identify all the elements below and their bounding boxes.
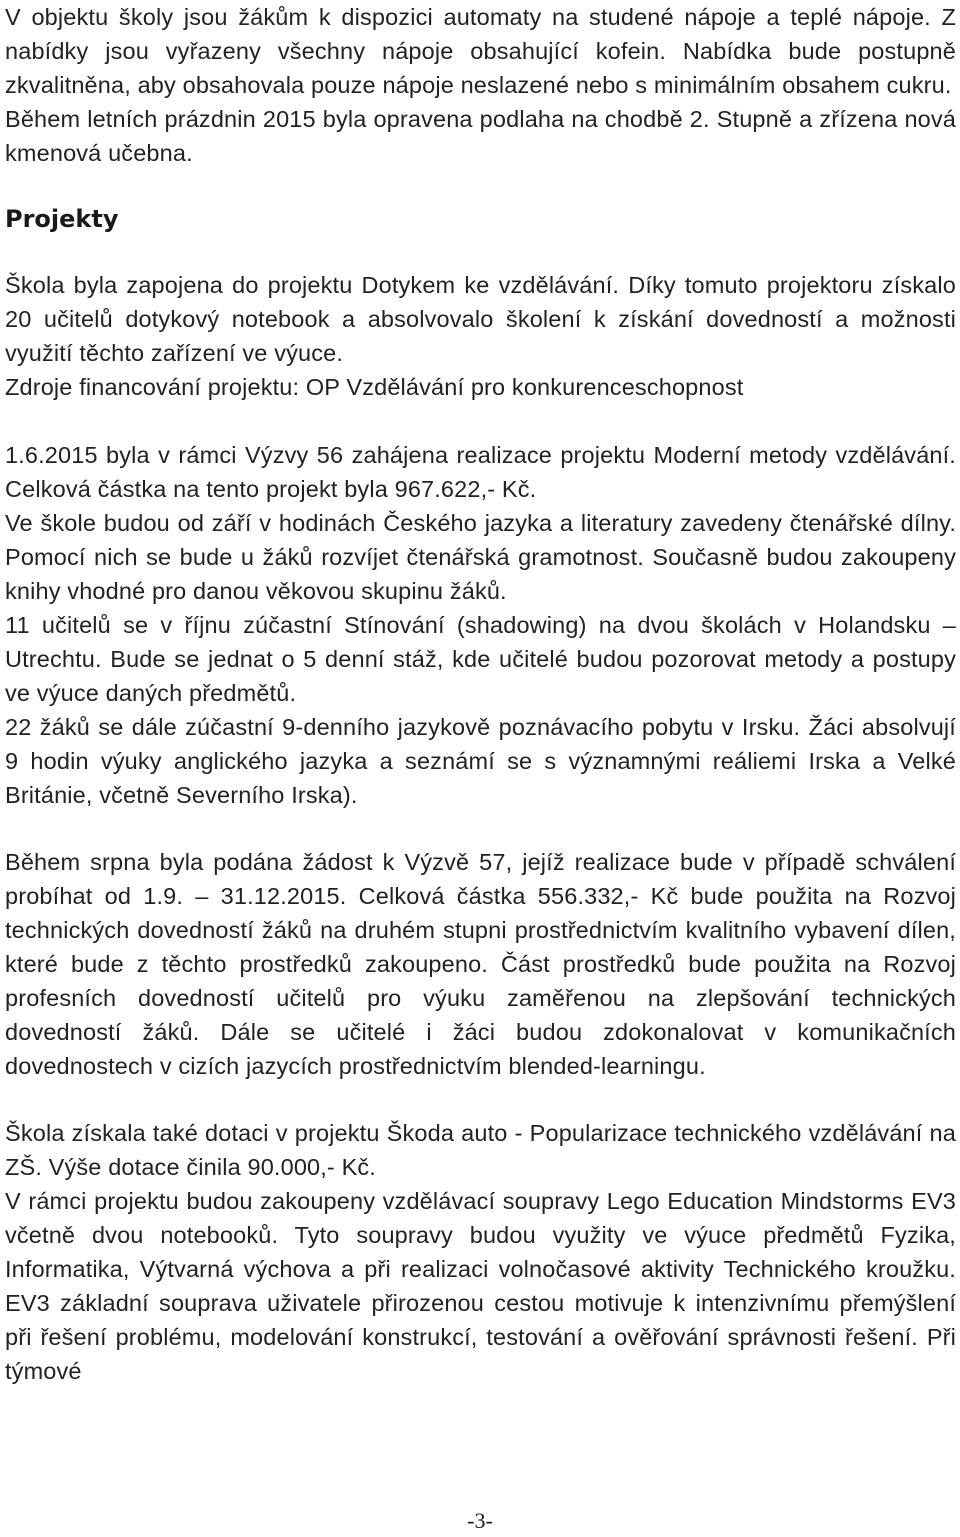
- paragraph-funding-source: Zdroje financování projektu: OP Vzdělávání pro konkurenceschopnost: [5, 374, 744, 400]
- page-number: -3-: [467, 1508, 493, 1533]
- intro-paragraph-drinks: V objektu školy jsou žákům k dispozici automaty na studené nápoje a teplé nápoje. Z nabídky jsou vyřazeny všechny nápoje obsahující kofein. Nabídka bude postupně zkvalitněna, aby obsahovala pouze nápoje neslazené nebo s minimálním obsahem cukru.: [5, 4, 956, 98]
- paragraph-vyzva-57: Během srpna byla podána žádost k Výzvě 57, jejíž realizace bude v případě schválení probíhat od 1.9. – 31.12.2015. Celková částka 556.332,- Kč bude použita na Rozvoj technických dovedností žáků na druhém stupni prostřednictvím kvalitního vybavení dílen, které bude z těchto prostředků zakoupeno. Část prostředků bude použita na Rozvoj profesních dovedností učitelů pro výuku zaměřenou na zlepšování technických dovedností žáků. Dále se učitelé i žáci budou zdokonalovat v komunikačních dovednostech v cizích jazycích prostřednictvím blended-learningu.: [5, 849, 956, 1079]
- intro-paragraph-renovation: Během letních prázdnin 2015 byla opravena podlaha na chodbě 2. Stupně a zřízena nová kmenová učebna.: [5, 106, 956, 166]
- paragraph-ctenarske-dilny: Ve škole budou od září v hodinách Českého jazyka a literatury zavedeny čtenářské dílny. Pomocí nich se bude u žáků rozvíjet čtenářská gramotnost. Současně budou zakoupeny knihy vhodné pro danou věkovou skupinu žáků.: [5, 510, 956, 604]
- paragraph-lego-mindstorms: V rámci projektu budou zakoupeny vzdělávací soupravy Lego Education Mindstorms EV3 včetně dvou notebooků. Tyto soupravy budou využity ve výuce předmětů Fyzika, Informatika, Výtvarná výchova a při realizaci volnočasové aktivity Technického kroužku. EV3 základní souprava uživatele přirozenou cestou motivuje k intenzivnímu přemýšlení při řešení problému, modelování konstrukcí, testování a ověřování správnosti řešení. Při týmové: [5, 1188, 956, 1384]
- paragraph-irsko: 22 žáků se dále zúčastní 9-denního jazykově poznávacího pobytu v Irsku. Žáci absolvují 9 hodin výuky anglického jazyka a seznámí se s významnými reáliemi Irska a Velké Británie, včetně Severního Irska).: [5, 714, 956, 808]
- paragraph-moderni-metody: 1.6.2015 byla v rámci Výzvy 56 zahájena realizace projektu Moderní metody vzdělávání. Celková částka na tento projekt byla 967.622,- Kč.: [5, 442, 956, 502]
- paragraph-stinovani: 11 učitelů se v říjnu zúčastní Stínování (shadowing) na dvou školách v Holandsku – Utrechtu. Bude se jednat o 5 denní stáž, kde učitelé budou pozorovat metody a postupy ve výuce daných předmětů.: [5, 612, 956, 706]
- paragraph-skoda-auto: Škola získala také dotaci v projektu Škoda auto - Popularizace technického vzdělávání na ZŠ. Výše dotace činila 90.000,- Kč.: [5, 1120, 956, 1180]
- section-heading-projekty: Projekty: [5, 205, 119, 233]
- paragraph-dotykem: Škola byla zapojena do projektu Dotykem ke vzdělávání. Díky tomuto projektoru získalo 20 učitelů dotykový notebook a absolvovalo školení k získání dovedností a možnosti využití těchto zařízení ve výuce.: [5, 272, 956, 366]
